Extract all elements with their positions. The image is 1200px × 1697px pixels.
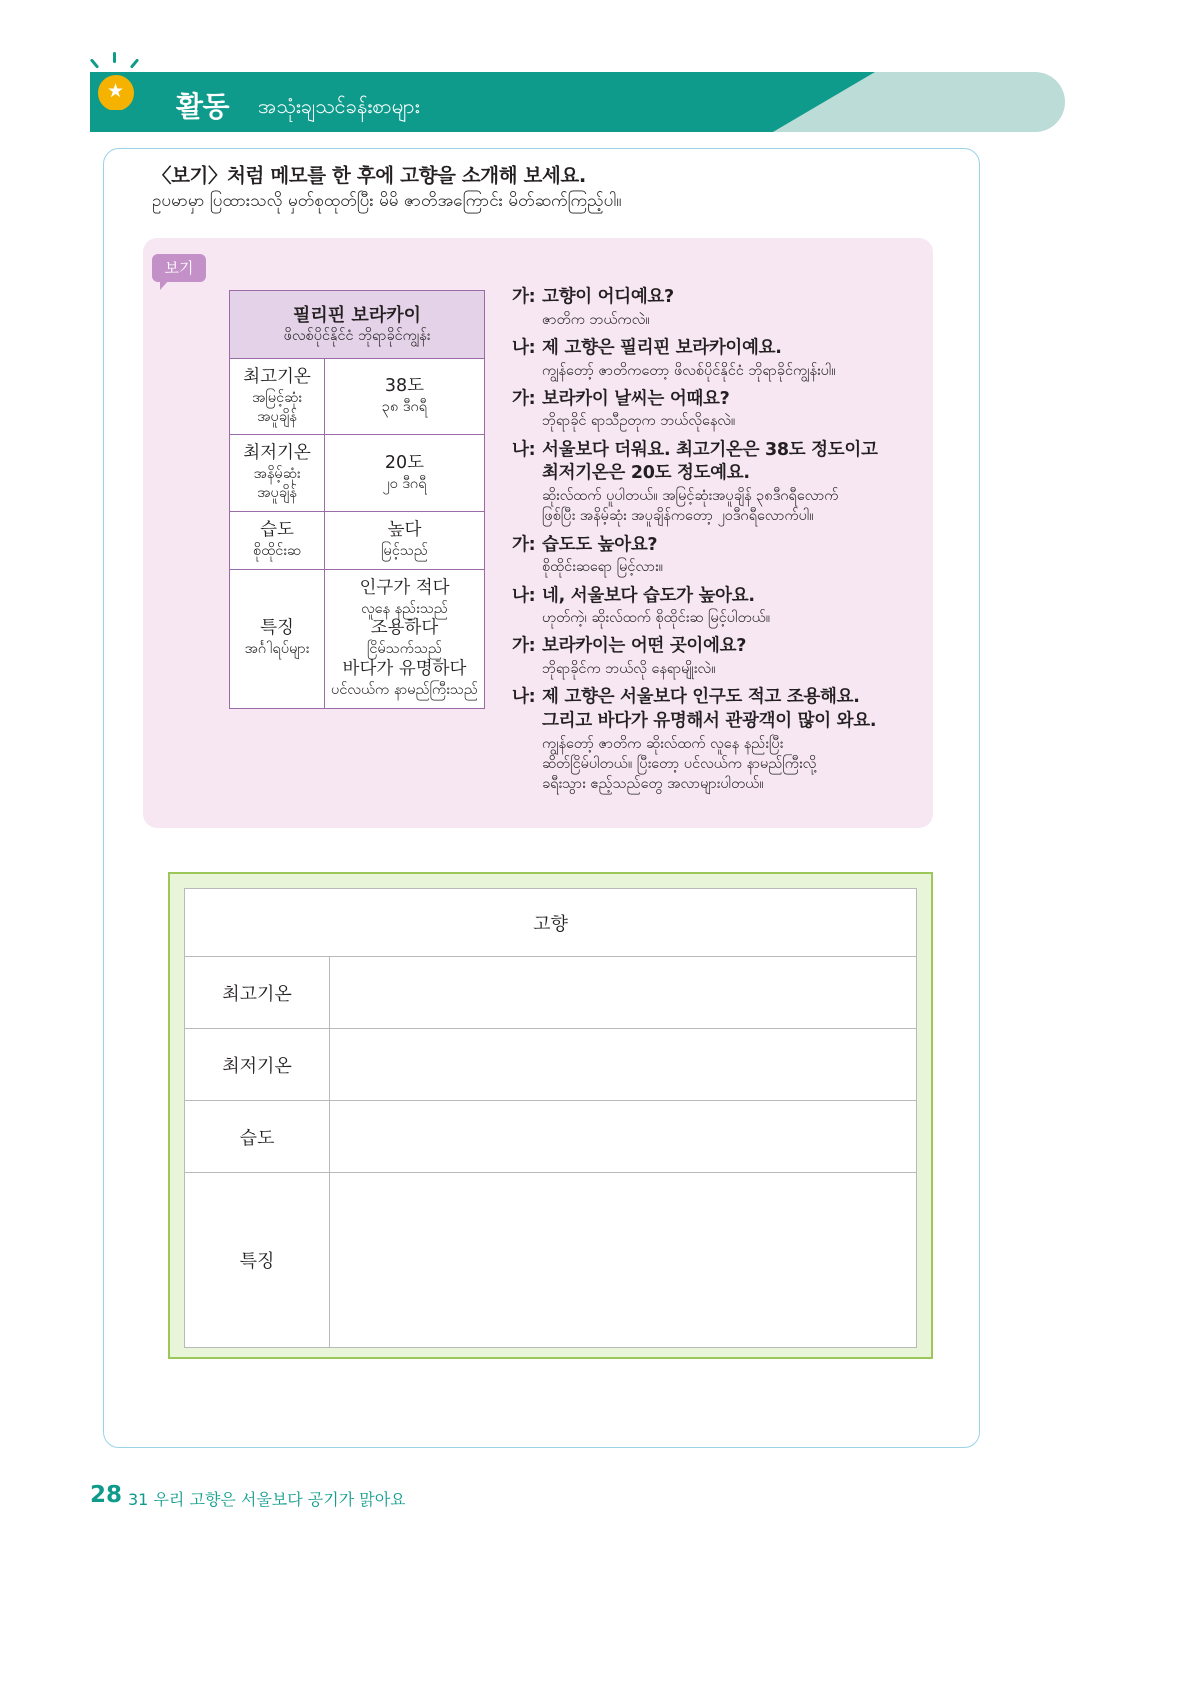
dialogue-korean: 습도도 높아요? xyxy=(542,534,658,555)
dialogue-korean: 고향이 어디예요? xyxy=(542,287,674,307)
table-row xyxy=(185,1029,917,1101)
dialogue-myanmar-2: ဖြစ်ပြီး အနိမ့်ဆုံး အပူချိန်ကတော့ ၂၀ဒီဂရီလောက်ပါ။ xyxy=(542,508,814,525)
dialogue-turn xyxy=(512,534,922,578)
example-table-header: 필리핀 보라카이 ဖိလစ်ပိုင်နိုင်ငံ ဘိုရာခိုင်ကျွန်း xyxy=(230,291,485,359)
dialogue-speaker: 가: xyxy=(512,287,536,307)
table-row xyxy=(185,957,917,1029)
example-tag-tail xyxy=(160,280,169,290)
dialogue-turn xyxy=(512,388,922,432)
prompt-myanmar: ဥပမာမှာ ပြထားသလို မှတ်စုထုတ်ပြီး မိမိ ဇာတိအကြောင်း မိတ်ဆက်ကြည့်ပါ။ xyxy=(152,191,622,211)
table-row xyxy=(230,435,485,512)
answer-row-input[interactable] xyxy=(330,1029,917,1101)
dialogue-korean: 서울보다 더워요. 최고기온은 38도 정도이고 xyxy=(542,439,878,460)
answer-frame xyxy=(168,872,933,1359)
example-row-label: 최고기온 အမြင့်ဆုံး အပူချိန် xyxy=(230,358,325,435)
lightbulb-icon: ★ xyxy=(85,54,147,136)
example-row-label: 최저기온 အနိမ့်ဆုံး အပူချိန် xyxy=(230,435,325,512)
dialogue-myanmar-2: ဆိတ်ငြိမ်ပါတယ်။ ပြီးတော့ ပင်လယ်က နာမည်ကြီးလို့ xyxy=(542,755,817,772)
dialogue-speaker: 나: xyxy=(512,585,536,606)
table-row xyxy=(230,511,485,569)
answer-row-input[interactable] xyxy=(330,957,917,1029)
dialogue-myanmar: ဇာတိက ဘယ်ကလဲ။ xyxy=(542,311,650,328)
example-row-label: 습도 စိုထိုင်းဆ xyxy=(230,511,325,569)
dialogue-speaker: 가: xyxy=(512,534,536,555)
table-row xyxy=(230,569,485,708)
dialogue-korean-2: 그리고 바다가 유명해서 관광객이 많이 와요. xyxy=(542,711,877,731)
answer-row-label: 습도 xyxy=(185,1101,330,1173)
answer-table[interactable] xyxy=(184,888,917,1348)
dialogue-speaker: 가: xyxy=(512,636,536,657)
dialogue-korean-2: 최저기온은 20도 정도예요. xyxy=(542,463,750,484)
answer-row-input[interactable] xyxy=(330,1101,917,1173)
example-row-label: 특징 အင်္ဂါရပ်များ xyxy=(230,569,325,708)
activity-header xyxy=(0,72,1065,132)
example-tag: 보기 xyxy=(152,254,206,282)
dialogue-turn xyxy=(512,635,922,679)
dialogue-speaker: 나: xyxy=(512,337,536,358)
dialogue-turn xyxy=(512,686,922,794)
dialogue-turn xyxy=(512,286,922,330)
dialogue-myanmar: ဟုတ်ကဲ့၊ ဆိုးလ်ထက် စိုထိုင်းဆ မြင့်ပါတယ်။ xyxy=(542,610,771,627)
dialogue-myanmar: ဘိုရာခိုင်က ဘယ်လို နေရာမျိုးလဲ။ xyxy=(542,661,716,678)
example-row-value: 38도 ၃၈ ဒီဂရီ xyxy=(325,358,485,435)
dialogue-myanmar: စိုထိုင်းဆရော မြင့်လား။ xyxy=(542,559,664,576)
table-row xyxy=(185,1173,917,1348)
dialogue-speaker: 나: xyxy=(512,439,536,460)
dialogue-korean: 보라카이는 어떤 곳이에요? xyxy=(542,636,747,657)
dialogue-speaker: 나: xyxy=(512,687,536,708)
page-number: 28 xyxy=(90,1482,123,1508)
example-row-value: 20도 ၂၀ ဒီဂရီ xyxy=(325,435,485,512)
header-title: 활동 xyxy=(176,90,230,123)
dialogue-korean: 네, 서울보다 습도가 높아요. xyxy=(542,585,755,606)
dialogue-myanmar: ဘိုရာခိုင် ရာသီဥတုက ဘယ်လိုနေလဲ။ xyxy=(542,413,736,430)
example-memo-table xyxy=(229,290,485,709)
dialogue-turn xyxy=(512,585,922,629)
example-row-value: 높다 မြင့်သည် xyxy=(325,511,485,569)
table-row xyxy=(230,358,485,435)
dialogue-myanmar: ဆိုးလ်ထက် ပူပါတယ်။ အမြင့်ဆုံးအပူချိန် ၃၈ဒီဂရီလောက် xyxy=(542,488,839,505)
footer-lesson-title: 31 우리 고향은 서울보다 공기가 맑아요 xyxy=(128,1490,406,1509)
dialogue-myanmar-3: ခရီးသွား ဧည့်သည်တွေ အလာများပါတယ်။ xyxy=(542,776,764,793)
table-row xyxy=(185,1101,917,1173)
example-dialogue xyxy=(512,286,922,802)
dialogue-korean: 제 고향은 필리핀 보라카이예요. xyxy=(542,337,782,358)
dialogue-speaker: 가: xyxy=(512,388,536,409)
answer-row-label: 최고기온 xyxy=(185,957,330,1029)
example-row-value: 인구가 적다 လူနေ နည်းသည် 조용하다 ငြိမ်သက်သည် 바다가 유명하다 ပင်လယ်က နာမည်ကြီးသည် xyxy=(325,569,485,708)
dialogue-korean: 보라카이 날씨는 어때요? xyxy=(542,388,730,409)
dialogue-turn xyxy=(512,439,922,527)
dialogue-korean: 제 고향은 서울보다 인구도 적고 조용해요. xyxy=(542,687,860,708)
answer-row-label: 특징 xyxy=(185,1173,330,1348)
dialogue-myanmar: ကျွန်တော့် ဇာတိကတော့ ဖိလစ်ပိုင်နိုင်ငံ ဘိုရာခိုင်ကျွန်းပါ။ xyxy=(542,362,836,379)
answer-row-input[interactable] xyxy=(330,1173,917,1348)
table-row xyxy=(185,889,917,957)
answer-row-label: 최저기온 xyxy=(185,1029,330,1101)
answer-table-header: 고향 xyxy=(185,889,917,957)
dialogue-turn xyxy=(512,337,922,381)
prompt-korean: 〈보기〉처럼 메모를 한 후에 고향을 소개해 보세요. xyxy=(152,164,586,187)
header-subtitle: အသုံးချသင်ခန်းစာများ xyxy=(258,94,420,118)
dialogue-myanmar: ကျွန်တော့် ဇာတိက ဆိုးလ်ထက် လူနေ နည်းပြီး xyxy=(542,735,784,752)
